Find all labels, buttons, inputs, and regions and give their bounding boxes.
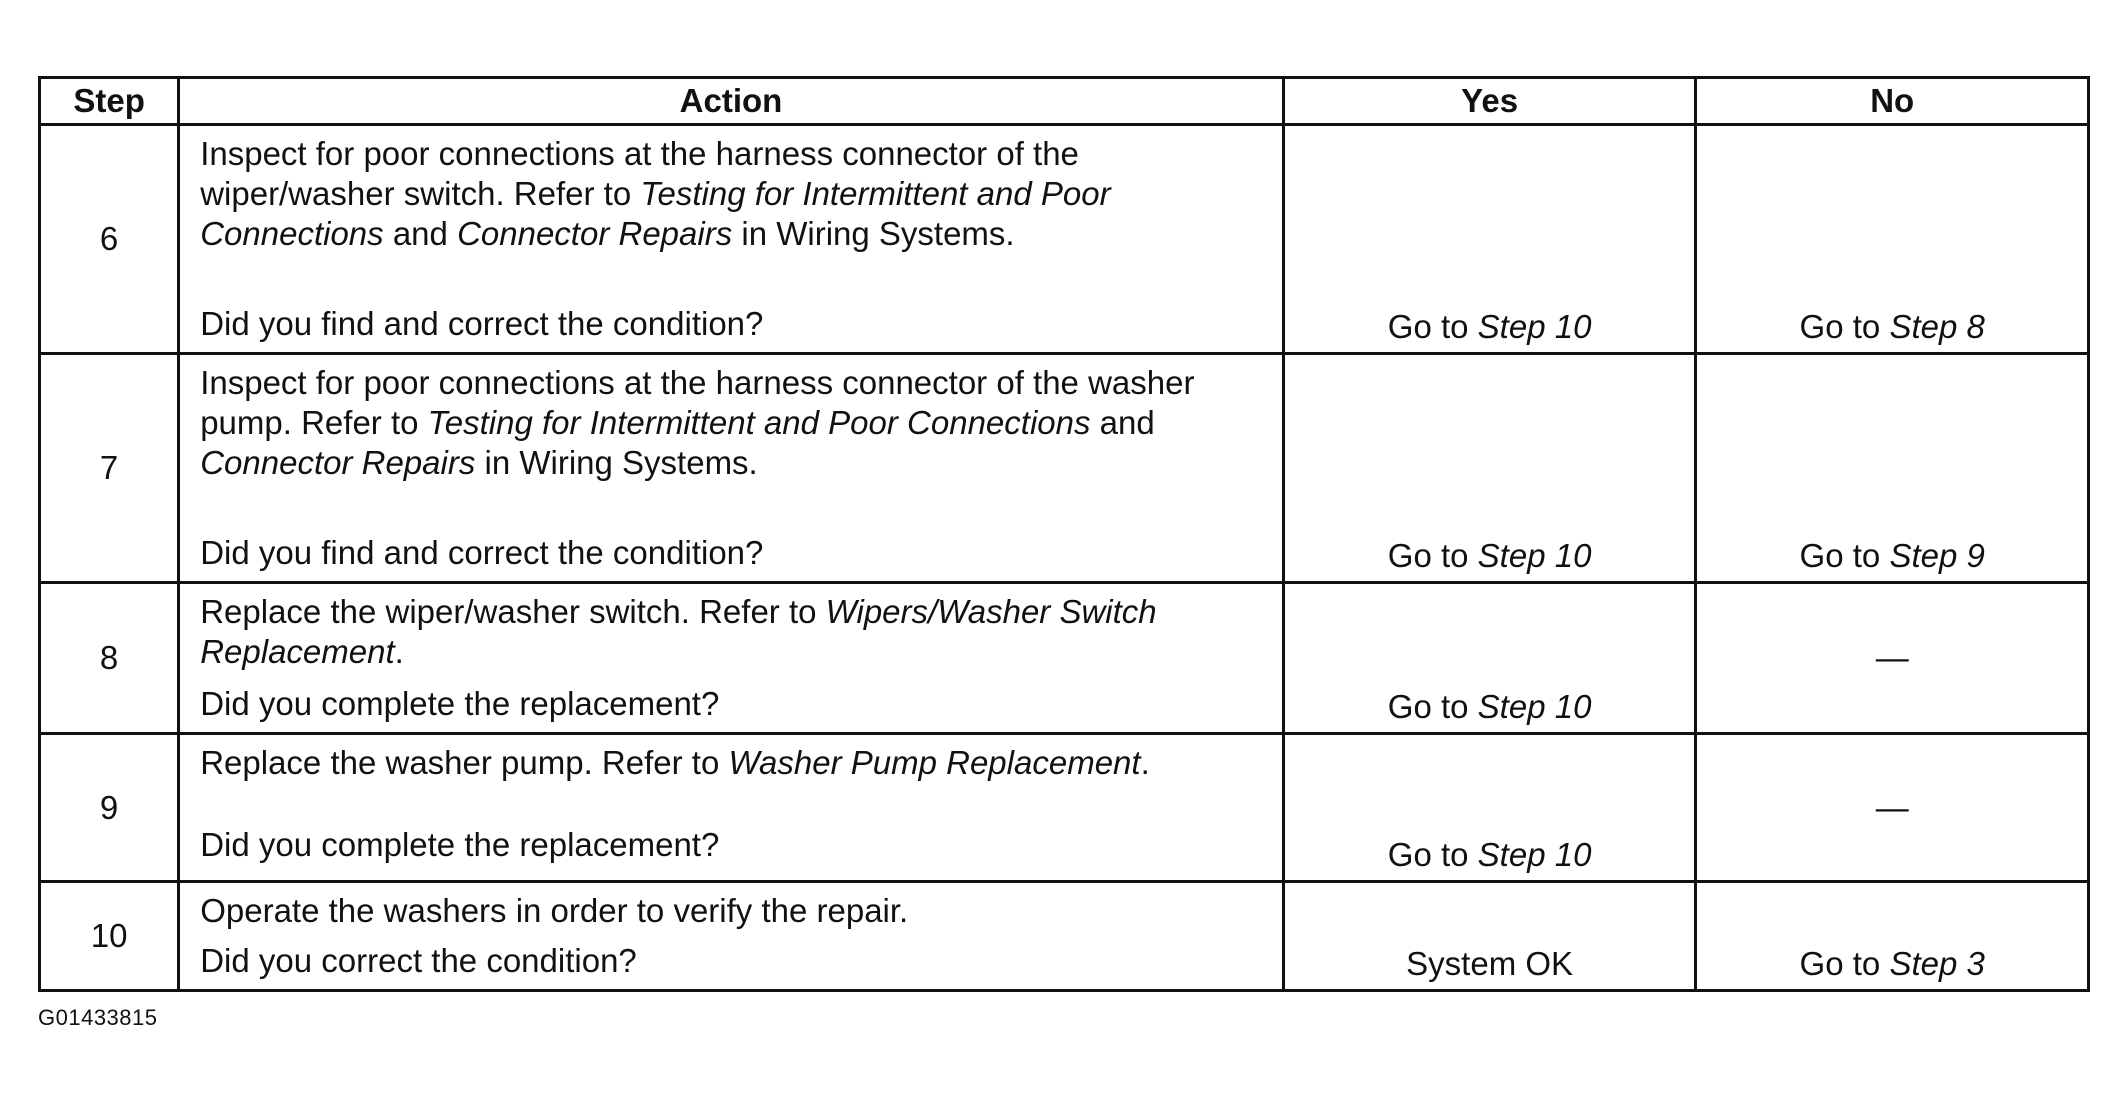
no-cell bbox=[1696, 125, 2089, 354]
reference-link: Connector Repairs bbox=[200, 444, 476, 481]
action-text: in Wiring Systems. bbox=[732, 215, 1015, 252]
action-text: Replace the wiper/washer switch. Refer to bbox=[200, 593, 826, 630]
action-question: Did you complete the replacement? bbox=[200, 826, 720, 863]
yes-step-ref: Step 10 bbox=[1477, 537, 1592, 574]
diagnostic-table bbox=[38, 76, 2090, 992]
action-cell bbox=[179, 882, 1284, 991]
yes-step-ref: Step 10 bbox=[1477, 836, 1592, 873]
step-number: 7 bbox=[40, 354, 179, 583]
action-cell bbox=[179, 583, 1284, 734]
table-row bbox=[40, 583, 2089, 734]
yes-cell bbox=[1283, 583, 1696, 734]
no-prefix: Go to bbox=[1799, 308, 1890, 345]
action-description bbox=[200, 592, 1262, 672]
action-description bbox=[200, 134, 1262, 254]
no-step-ref: Step 9 bbox=[1889, 537, 1985, 574]
action-question: Did you correct the condition? bbox=[200, 942, 637, 979]
table-header-row bbox=[40, 78, 2089, 125]
yes-prefix: Go to bbox=[1387, 688, 1478, 725]
reference-link: Testing for Intermittent and Poor Connections bbox=[427, 404, 1091, 441]
header-action: Action bbox=[179, 78, 1284, 125]
header-yes: Yes bbox=[1283, 78, 1696, 125]
action-description bbox=[200, 891, 1262, 931]
no-step-ref: Step 3 bbox=[1889, 945, 1985, 982]
yes-step-ref: Step 10 bbox=[1477, 308, 1592, 345]
yes-cell: System OK bbox=[1283, 882, 1696, 991]
yes-prefix: Go to bbox=[1387, 537, 1478, 574]
action-text: . bbox=[394, 633, 404, 670]
yes-cell bbox=[1283, 354, 1696, 583]
action-text: . bbox=[1140, 744, 1150, 781]
reference-link: Connector Repairs bbox=[457, 215, 733, 252]
step-number: 10 bbox=[40, 882, 179, 991]
no-step-ref: Step 8 bbox=[1889, 308, 1985, 345]
action-description bbox=[200, 363, 1262, 483]
yes-prefix: Go to bbox=[1387, 308, 1478, 345]
action-question: Did you find and correct the condition? bbox=[200, 305, 764, 342]
table-row bbox=[40, 882, 2089, 991]
yes-prefix: Go to bbox=[1387, 836, 1478, 873]
no-cell: — bbox=[1696, 734, 2089, 882]
reference-link: Washer Pump Replacement bbox=[728, 744, 1141, 781]
header-no: No bbox=[1696, 78, 2089, 125]
reference-link: Wipers/Washer Switch Replacement bbox=[200, 593, 1157, 670]
step-number: 8 bbox=[40, 583, 179, 734]
figure-id: G01433815 bbox=[38, 1005, 158, 1030]
action-question: Did you find and correct the condition? bbox=[200, 534, 764, 571]
action-description bbox=[200, 743, 1262, 783]
step-number: 6 bbox=[40, 125, 179, 354]
no-cell: — bbox=[1696, 583, 2089, 734]
no-prefix: Go to bbox=[1799, 537, 1890, 574]
diagnostic-table-container bbox=[38, 76, 2090, 992]
reference-link: Testing for Intermittent and Poor Connections bbox=[200, 175, 1111, 252]
action-text: and bbox=[383, 215, 458, 252]
no-cell bbox=[1696, 882, 2089, 991]
action-text: Replace the washer pump. Refer to bbox=[200, 744, 729, 781]
table-row bbox=[40, 125, 2089, 354]
action-cell bbox=[179, 354, 1284, 583]
action-text: Operate the washers in order to verify the repair. bbox=[200, 892, 909, 929]
table-row bbox=[40, 354, 2089, 583]
action-question: Did you complete the replacement? bbox=[200, 685, 720, 722]
action-cell bbox=[179, 125, 1284, 354]
no-cell bbox=[1696, 354, 2089, 583]
action-text: Inspect for poor connections at the harness connector of the wiper/washer switch. Refer to bbox=[200, 135, 1079, 212]
action-cell bbox=[179, 734, 1284, 882]
yes-cell bbox=[1283, 734, 1696, 882]
header-step: Step bbox=[40, 78, 179, 125]
action-text: and bbox=[1090, 404, 1155, 441]
action-text: in Wiring Systems. bbox=[475, 444, 758, 481]
no-prefix: Go to bbox=[1799, 945, 1890, 982]
step-number: 9 bbox=[40, 734, 179, 882]
action-text: Inspect for poor connections at the harness connector of the washer pump. Refer to bbox=[200, 364, 1195, 441]
yes-cell bbox=[1283, 125, 1696, 354]
table-row bbox=[40, 734, 2089, 882]
yes-step-ref: Step 10 bbox=[1477, 688, 1592, 725]
